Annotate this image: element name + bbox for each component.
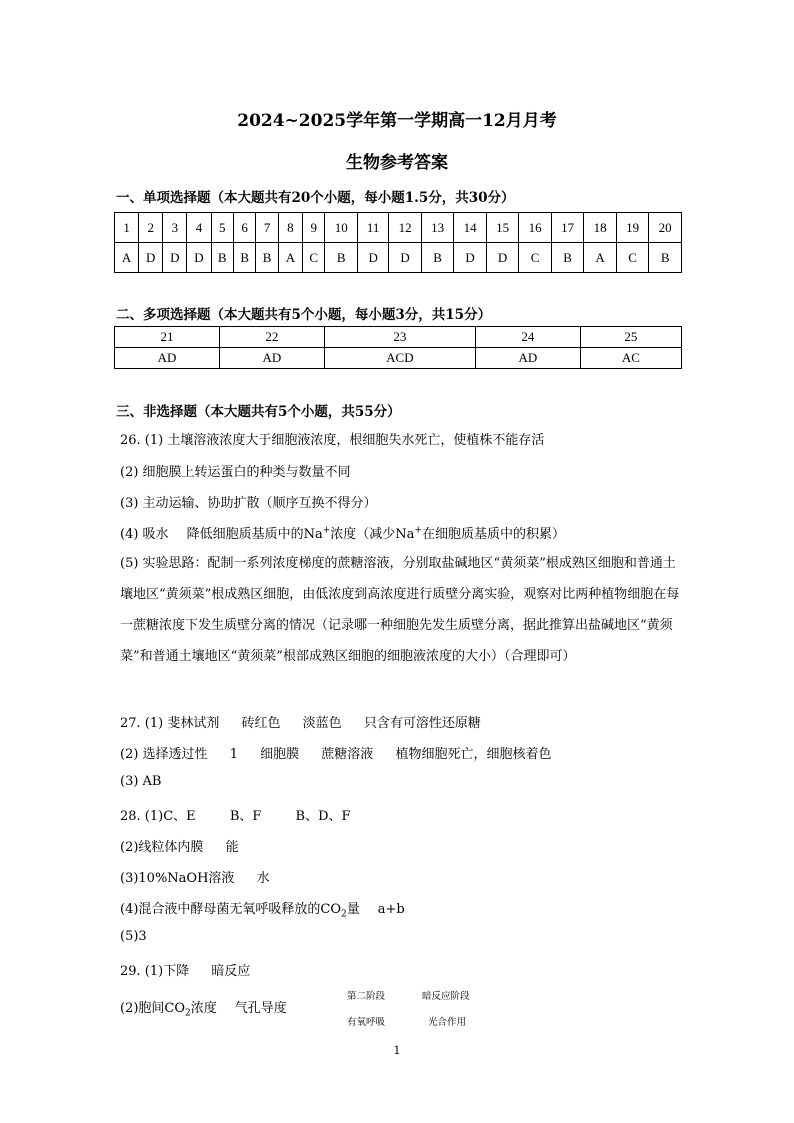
question-number-row	[115, 213, 682, 243]
answer-cell: D	[454, 243, 487, 273]
q28-p4-c: a+b	[377, 902, 405, 917]
answer-cell: B	[233, 243, 255, 273]
q26-part4-answer-b: 降低细胞质基质中的Na	[186, 527, 323, 542]
question-number-cell: 18	[584, 213, 617, 243]
question-number-cell: 17	[551, 213, 584, 243]
question-number-cell: 9	[302, 213, 324, 243]
question-number-cell: 16	[519, 213, 552, 243]
section2-heading: 二、多项选择题（本大题共有5个小题，每小题3分，共15分）	[116, 307, 492, 323]
answer-cell: D	[357, 243, 388, 273]
question-number-cell: 21	[115, 327, 220, 348]
q28-part2	[120, 836, 239, 855]
q27-p1-d: 只含有可溶性还原糖	[363, 716, 481, 731]
answer-cell: B	[551, 243, 584, 273]
q28-part5: (5)3	[120, 929, 147, 944]
section1-heading: 一、单项选择题（本大题共有20个小题，每小题1.5分，共30分）	[116, 190, 515, 206]
answer-cell: B	[256, 243, 278, 273]
q29-part1	[120, 960, 250, 979]
answer-cell: A	[278, 243, 302, 273]
question-number-cell: 2	[139, 213, 163, 243]
q28-p2-a: (2)线粒体内膜	[120, 840, 204, 855]
page-number: 1	[393, 1044, 401, 1057]
answer-cell: A	[115, 243, 139, 273]
question-number-cell: 25	[580, 327, 681, 348]
single-choice-table	[114, 212, 682, 273]
q28-p2-b: 能	[225, 840, 239, 855]
q29-p1-a: 29. (1)下降	[120, 964, 190, 979]
question-number-cell: 8	[278, 213, 302, 243]
q29-part2	[120, 997, 287, 1019]
answer-cell: AD	[475, 348, 580, 369]
q27-p2-b: 1	[229, 747, 238, 762]
q26-part1: 26. (1) 土壤溶液浓度大于细胞液浓度，根细胞失水死亡，使植株不能存活	[120, 433, 545, 448]
answer-cell: B	[325, 243, 358, 273]
question-number-cell: 14	[454, 213, 487, 243]
answer-cell: C	[616, 243, 649, 273]
co2-subscript: 2	[341, 909, 347, 920]
q26-part2: (2) 细胞膜上转运蛋白的种类与数量不同	[120, 465, 351, 480]
q28-p4-b: 量	[346, 902, 360, 917]
question-number-cell: 22	[219, 327, 324, 348]
answer-cell: AC	[580, 348, 681, 369]
question-number-cell: 1	[115, 213, 139, 243]
question-number-cell: 7	[256, 213, 278, 243]
q27-p2-d: 蔗糖溶液	[321, 747, 374, 762]
q28-p4-a: (4)混合液中酵母菌无氧呼吸释放的CO	[120, 902, 342, 917]
question-number-cell: 4	[187, 213, 211, 243]
q26-part3: (3) 主动运输、协助扩散（顺序互换不得分）	[120, 496, 377, 511]
q28-p1-c: B、D、F	[295, 809, 351, 824]
answer-cell: AD	[219, 348, 324, 369]
q28-part1	[120, 805, 351, 824]
question-number-cell: 20	[649, 213, 682, 243]
question-number-cell: 24	[475, 327, 580, 348]
answer-cell: D	[486, 243, 519, 273]
q27-part2	[120, 743, 551, 762]
answer-row	[115, 348, 682, 369]
q27-p1-a: 27. (1) 斐林试剂	[120, 716, 220, 731]
question-number-cell: 5	[211, 213, 233, 243]
page-subtitle: 生物参考答案	[346, 153, 448, 173]
question-number-cell: 13	[421, 213, 454, 243]
answer-cell: C	[302, 243, 324, 273]
question-number-cell: 12	[389, 213, 422, 243]
q28-p1-a: 28. (1)C、E	[120, 809, 196, 824]
small-label-stage2: 第二阶段	[347, 991, 386, 1002]
q27-p2-a: (2) 选择透过性	[120, 747, 208, 762]
answer-cell: D	[389, 243, 422, 273]
answer-cell: D	[163, 243, 187, 273]
answer-cell: D	[139, 243, 163, 273]
sodium-charge: +	[414, 525, 422, 536]
question-number-cell: 19	[616, 213, 649, 243]
q29-p2-a: (2)胞间CO	[120, 1001, 186, 1016]
answer-cell: ACD	[324, 348, 475, 369]
q27-p1-c: 淡蓝色	[302, 716, 342, 731]
q26-part4	[120, 523, 565, 542]
q26-part4-answer-c: 浓度（减少Na	[330, 527, 415, 542]
section3-heading: 三、非选择题（本大题共有5个小题，共55分）	[116, 404, 401, 420]
small-label-dark-reaction-stage: 暗反应阶段	[422, 991, 470, 1002]
q29-p2-c: 气孔导度	[234, 1001, 287, 1016]
multi-choice-table	[114, 326, 682, 369]
q28-p1-b: B、F	[229, 809, 262, 824]
q28-p3-a: (3)10%NaOH溶液	[120, 871, 235, 886]
q28-part4	[120, 898, 405, 920]
question-number-row	[115, 327, 682, 348]
q27-p2-c: 细胞膜	[260, 747, 300, 762]
answer-cell: B	[211, 243, 233, 273]
answer-cell: AD	[115, 348, 220, 369]
answer-cell: C	[519, 243, 552, 273]
co2-subscript: 2	[185, 1008, 191, 1019]
q28-part3	[120, 867, 270, 886]
page-title: 2024~2025学年第一学期高一12月月考	[237, 111, 557, 131]
small-label-aerobic-respiration: 有氧呼吸	[347, 1017, 386, 1028]
answer-cell: B	[649, 243, 682, 273]
answer-cell: B	[421, 243, 454, 273]
question-number-cell: 11	[357, 213, 388, 243]
question-number-cell: 10	[325, 213, 358, 243]
q27-p2-e: 植物细胞死亡，细胞核着色	[395, 747, 552, 762]
answer-cell: A	[584, 243, 617, 273]
q27-part1	[120, 712, 481, 731]
question-number-cell: 23	[324, 327, 475, 348]
q26-part4-answer-d: 在细胞质基质中的积累）	[421, 527, 565, 542]
question-number-cell: 15	[486, 213, 519, 243]
small-label-photosynthesis: 光合作用	[428, 1017, 467, 1028]
q29-p2-b: 浓度	[190, 1001, 217, 1016]
q26-part4-answer-a: (4) 吸水	[120, 527, 169, 542]
question-number-cell: 6	[233, 213, 255, 243]
question-number-cell: 3	[163, 213, 187, 243]
answer-row	[115, 243, 682, 273]
q27-p1-b: 砖红色	[241, 716, 281, 731]
answer-cell: D	[187, 243, 211, 273]
q29-p1-b: 暗反应	[211, 964, 251, 979]
q27-part3: (3) AB	[120, 774, 162, 789]
q26-part5: (5) 实验思路：配制一系列浓度梯度的蔗糖溶液，分别取盐碱地区“黄须菜”根成熟区细胞和普通土壤地区“黄须菜”根成熟区细胞，由低浓度到高浓度进行质壁分离实验，观察对比两种植物细胞在每一蔗糖浓度下发生质壁分离的情况（记录哪一种细胞先发生质壁分离，据此推算出盐碱地区“黄须菜”和普通土壤地区“黄须菜”根部成熟区细胞的细胞液浓度的大小）（合理即可）	[120, 556, 680, 664]
sodium-charge: +	[322, 525, 331, 536]
q28-p3-b: 水	[256, 871, 270, 886]
